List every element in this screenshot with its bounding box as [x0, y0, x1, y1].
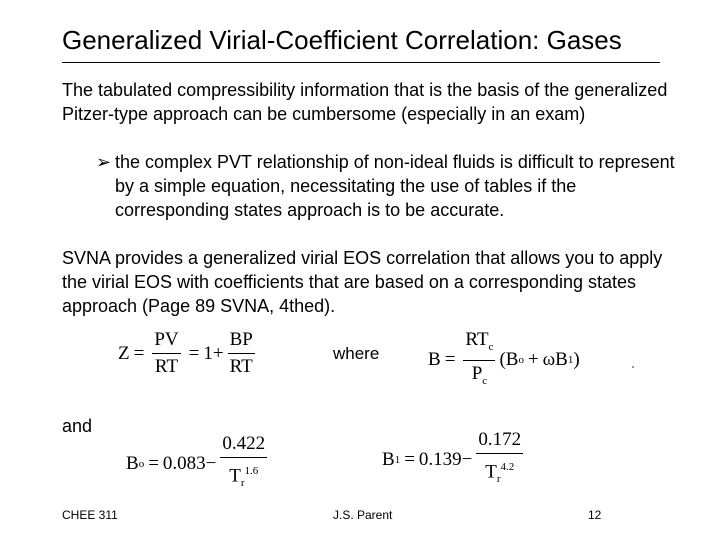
eq2-fraction	[463, 330, 495, 391]
eq2-b1: B	[555, 349, 568, 371]
eq3-const: 0.083	[162, 452, 206, 474]
eq4-minus: −	[461, 448, 473, 470]
eq1-f1-num: PV	[152, 330, 180, 354]
eq2-den	[470, 361, 489, 391]
eq1-equals: =	[133, 342, 145, 364]
eq1-equals-2: =	[188, 342, 200, 364]
eq4-fraction	[476, 430, 523, 489]
eq3-num: 0.422	[220, 434, 267, 458]
eq4-lhs-sup: 1	[394, 453, 401, 466]
eq1-one: 1	[203, 342, 213, 364]
equation-compressibility	[118, 330, 259, 377]
eq1-fraction-pv-rt	[152, 330, 180, 377]
eq3-lhs-sup: o	[138, 457, 145, 470]
eq4-den-sup: 4.2	[500, 461, 515, 473]
eq4-den-sub: r	[496, 473, 501, 486]
eq2-num-main: RT	[465, 329, 489, 350]
eq4-den-main: T	[485, 461, 497, 483]
and-label: and	[62, 416, 93, 436]
eq1-f2-num: BP	[228, 330, 255, 354]
eq3-den-main: T	[229, 465, 241, 487]
footer-author: J.S. Parent	[333, 508, 393, 522]
eq4-num: 0.172	[476, 430, 523, 454]
footer-course: CHEE 311	[62, 508, 118, 522]
eq4-den	[483, 454, 516, 489]
eq4-lhs: B	[382, 448, 395, 470]
arrow-bullet-icon: ➢	[96, 152, 112, 172]
eq1-lhs: Z	[118, 342, 130, 364]
eq2-lhs: B	[428, 349, 441, 371]
eq3-den-sup: 1.6	[244, 465, 259, 477]
eq3-equals: =	[148, 452, 159, 474]
eq3-minus: −	[205, 452, 217, 474]
paragraph-svna: SVNA provides a generalized virial EOS correlation that allows you to apply the virial EOS with coefficients that are based on a corresponding states approach (Page 89 SVNA, 4thed).	[62, 248, 663, 316]
eq4-const: 0.139	[418, 448, 462, 470]
eq1-f1-den: RT	[154, 356, 179, 377]
eq1-fraction-bp-rt	[228, 330, 255, 377]
eq1-f2-den: RT	[229, 356, 253, 377]
bullet-text: the complex PVT relationship of non-ideal fluids is difficult to represent by a simple equation, necessitating the use of tables if the corresponding states approach is to be accurate.	[115, 152, 675, 220]
eq2-den-sub: c	[482, 374, 488, 387]
eq3-lhs: B	[126, 452, 139, 474]
paragraph-intro: The tabulated compressibility information that is the basis of the generalized Pitzer-type approach can be cumbersome (especially in an exam)	[62, 80, 668, 124]
eq2-den-main: P	[471, 362, 483, 384]
footer-page-number: 12	[588, 508, 602, 522]
slide-title: Generalized Virial-Coefficient Correlation: Gases	[62, 25, 622, 55]
eq2-omega: ω	[542, 349, 556, 371]
eq1-plus: +	[212, 342, 224, 364]
eq2-sup1: 1	[567, 354, 574, 367]
eq2-close: )	[573, 349, 580, 371]
eq2-plus: +	[527, 349, 539, 371]
title-divider	[62, 62, 660, 63]
eq3-den	[227, 458, 260, 493]
eq3-den-sub: r	[240, 477, 245, 490]
stray-dot	[632, 366, 634, 368]
eq4-equals: =	[404, 448, 415, 470]
equation-virial-b	[428, 330, 580, 391]
eq2-num	[463, 330, 495, 361]
eq2-equals: =	[444, 349, 456, 371]
equation-b1	[382, 430, 527, 489]
where-label: where	[333, 344, 380, 363]
eq2-open: (B	[499, 349, 519, 371]
eq3-fraction	[220, 434, 267, 493]
eq2-num-sub: c	[488, 340, 494, 353]
bullet-item	[96, 150, 686, 222]
eq2-sup0: o	[518, 354, 524, 367]
equation-b0	[126, 434, 271, 493]
